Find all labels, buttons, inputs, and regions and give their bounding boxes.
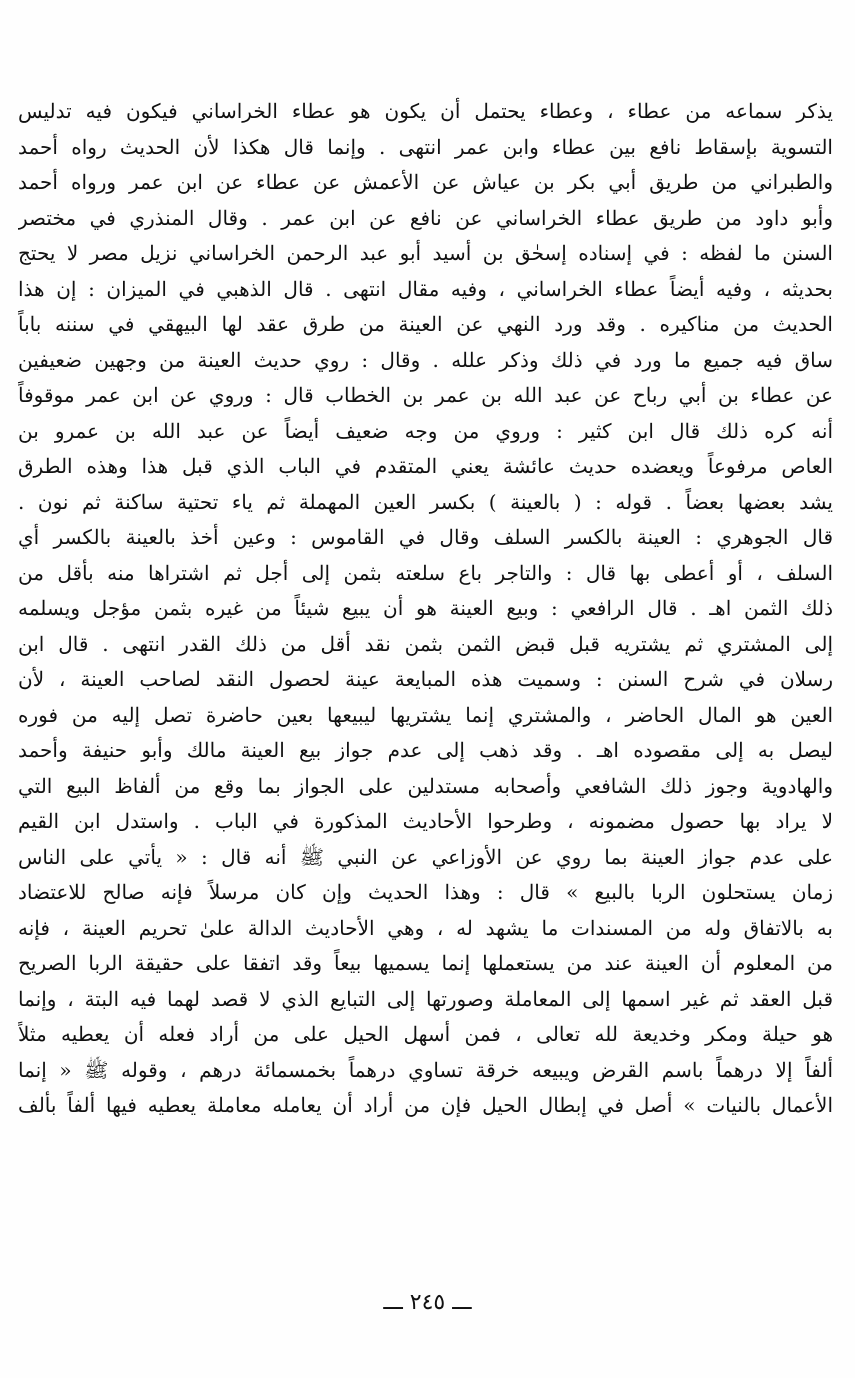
text-line: السلف ، أو أعطى بها قال : والتاجر باع سلعته بثمن إلى أجل ثم اشتراها منه بأقل من <box>18 560 833 585</box>
text-line: لا يراد بها حصول مضمونه ، وطرحوا الأحاديث المذكورة في الباب . واستدل ابن القيم <box>18 809 833 833</box>
text-line: زمان يستحلون الربا بالبيع » قال : وهذا الحديث وإن كان مرسلاً فإنه صالح للاعتضاد <box>18 880 833 904</box>
text-line: على عدم جواز العينة بما روي عن الأوزاعي عن النبي ﷺ أنه قال : « يأتي على الناس <box>18 844 833 869</box>
text-line: من المعلوم أن العينة عند من يستعملها إنما يسميها بيعاً وقد اتفقا على حقيقة الربا الصريح <box>18 951 833 975</box>
text-line: بحديثه ، وفيه أيضاً عطاء الخراساني ، وفيه مقال انتهى . قال الذهبي في الميزان : إن هذا <box>18 276 833 301</box>
text-line: وأبو داود من طريق عطاء الخراساني عن نافع عن ابن عمر . وقال المنذري في مختصر <box>18 205 833 230</box>
text-line: رسلان في شرح السنن : وسميت هذه المبايعة عينة لحصول النقد لصاحب العينة ، لأن <box>18 667 833 691</box>
text-line: العاص مرفوعاً ويعضده حديث عائشة يعني المتقدم في الباب الذي قبل هذا وهذه الطرق <box>18 454 833 478</box>
text-line: يشد بعضها بعضاً . قوله : ( بالعينة ) بكسر العين المهملة ثم ياء تحتية ساكنة ثم نون . <box>18 489 833 514</box>
text-line: يذكر سماعه من عطاء ، وعطاء يحتمل أن يكون هو عطاء الخراساني فيكون فيه تدليس <box>18 99 833 123</box>
text-line: إلى المشتري ثم يشتريه قبل قبض الثمن بثمن نقد أقل من ذلك القدر انتهى . قال ابن <box>18 631 833 656</box>
body-text <box>18 94 833 1124</box>
text-line: الأعمال بالنيات » أصل في إبطال الحيل فإن من أراد أن يعامله معاملة يعطيه فيها ألفاً بألف <box>18 1093 833 1117</box>
text-line: عن عطاء بن أبي رباح عن عبد الله بن عمر بن الخطاب قال : وروي عن ابن عمر موقوفاً <box>18 383 833 407</box>
text-line: التسوية بإسقاط نافع بين عطاء وابن عمر انتهى . وإنما قال هكذا لأن الحديث رواه أحمد <box>18 134 833 159</box>
text-line: والطبراني من طريق أبي بكر بن عياش عن الأعمش عن عطاء عن ابن عمر ورواه أحمد <box>18 170 833 194</box>
text-line: والهادوية وجوز ذلك الشافعي وأصحابه مستدلين على الجواز بما وقع من ألفاظ البيع التي <box>18 773 833 798</box>
text-line: الحديث من مناكيره . وقد ورد النهي عن العينة من طرق عقد لها البيهقي في سننه باباً <box>18 312 833 336</box>
text-line: العين هو المال الحاضر ، والمشتري إنما يشتريها ليبيعها بعين حاضرة تصل إليه من فوره <box>18 702 833 727</box>
text-line: ألفاً إلا درهماً باسم القرض ويبيعه خرقة تساوي درهماً بخمسمائة درهم ، وقوله ﷺ « إنما <box>18 1057 833 1082</box>
text-line: هو حيلة ومكر وخديعة لله تعالى ، فمن أسهل الحيل على من أراد فعله أن يعطيه مثلاً <box>18 1022 833 1046</box>
text-line: قال الجوهري : العينة بالكسر السلف وقال في القاموس : وعين أخذ بالعينة بالكسر أي <box>18 525 833 549</box>
text-line: قبل العقد ثم غير اسمها إلى المعاملة وصورتها إلى التبايع الذي لا قصد لهما فيه البتة ، وإنما <box>18 986 833 1011</box>
text-line: به بالاتفاق وله من المسندات ما يشهد له ، وهي الأحاديث الدالة علىٰ تحريم العينة ، فإنه <box>18 915 833 940</box>
text-line: السنن ما لفظه : في إسناده إسحٰق بن أسيد أبو عبد الرحمن الخراساني نزيل مصر لا يحتج <box>18 241 833 265</box>
text-line: ذلك الثمن اهـ . قال الرافعي : وبيع العينة هو أن يبيع شيئاً من غيره بثمن مؤجل ويسلمه <box>18 596 833 620</box>
text-line: ليصل به إلى مقصوده اهـ . وقد ذهب إلى عدم جواز بيع العينة مالك وأبو حنيفة وأحمد <box>18 738 833 762</box>
text-line: أنه كره ذلك قال ابن كثير : وروي من وجه ضعيف أيضاً عن عبد الله بن عمرو بن <box>18 418 833 443</box>
page-number: ـــ ٢٤٥ ـــ <box>383 1290 472 1315</box>
text-line: ساق فيه جميع ما ورد في ذلك وذكر علله . وقال : روي حديث العينة من وجهين ضعيفين <box>18 347 833 372</box>
